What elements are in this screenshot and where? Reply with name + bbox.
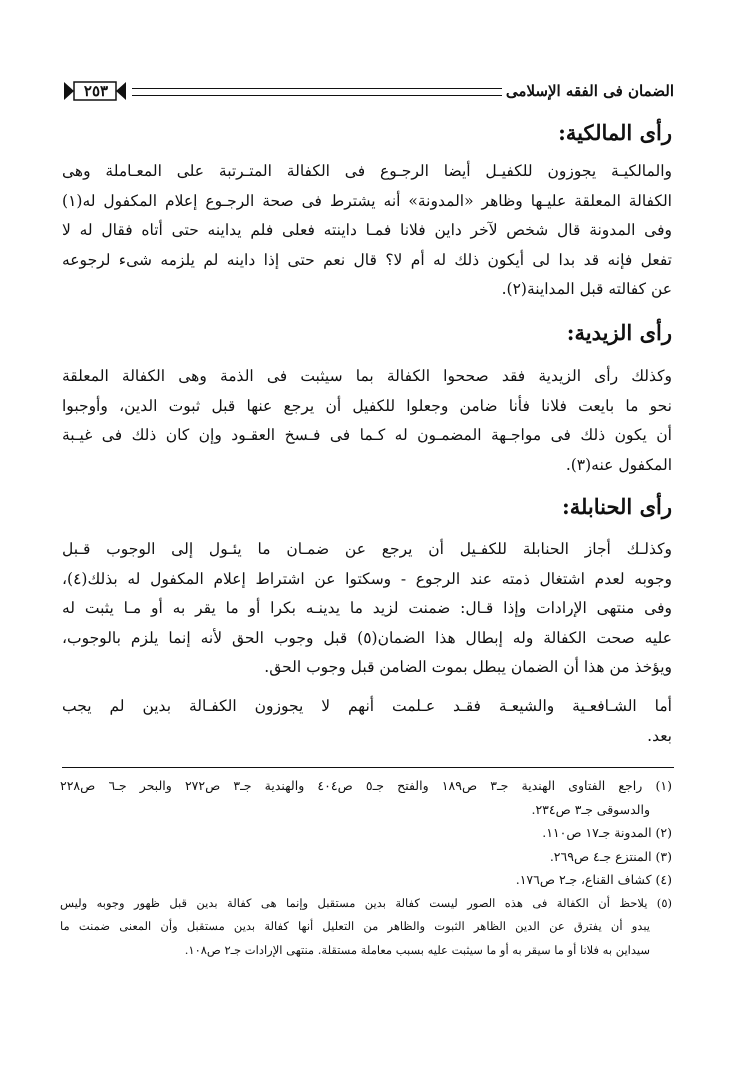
text-line: وفى منتهى الإرادات وإذا قـال: ضمنت لزيد ما يدينـه بكرا أو ما يقر به أو مـا يثبت له	[62, 599, 672, 617]
footnote-1-continued: والدسوقى جـ٣ ص٢٣٤.	[531, 801, 650, 817]
section-heading-malikiyya: رأى المالكية:	[558, 120, 672, 145]
page-number: ٢٥٣	[83, 82, 109, 100]
text-line: بعد.	[647, 726, 672, 745]
section-heading-zaydiyya: رأى الزيدية:	[566, 320, 672, 345]
running-head	[62, 80, 674, 104]
text-line: الكفالة المعلقة عليـها وظاهر «المدونة» أنه يشترط فى صحة الرجـوع إعلام المكفول له(١)	[62, 191, 672, 210]
text-line: المكفول عنه(٣).	[565, 455, 672, 474]
text-line: أما الشـافعـية والشيعـة فقـد عـلمت أنهم لا يجوزون الكفـالة بدين لم يجب	[62, 697, 672, 715]
text-line: تفعل فإنه قد بدا لى أيكون ذلك له أم لا؟ قال نعم حتى إذا داينه لم يلزمه شىء لرجوعه	[62, 250, 672, 269]
footnote-5: (٥) يلاحظ أن الكفالة فى هذه الصور ليست كفالة بدين مستقبل وإنما هى كفالة بدين قبل ظهور وجوبه وليس	[60, 895, 672, 910]
closing-paragraph	[62, 692, 672, 751]
footnotes	[60, 774, 672, 962]
text-line: والمالكيـة يجوزون للكفيـل أيضا الرجـوع فى الكفالة المتـرتبة على المعـاملة وهى	[62, 162, 672, 180]
text-line: عليه صحت الكفالة وله إبطال هذا الضمان(٥) قبل وجوب الحق لأنه إنما يلزم بالوجوب،	[62, 628, 672, 647]
text-line: وجوبه لعدم اشتغال ذمته عند الرجوع - وسكتوا عن اشتراط إعلام المكفول له بذلك(٤)،	[62, 569, 672, 588]
footnote-1: (١) راجع الفتاوى الهندية جـ٣ ص١٨٩ والفتح جـ٥ ص٤٠٤ والهندية جـ٣ ص٢٧٢ والبحر جـ٦ ص٢٢٨	[60, 778, 672, 793]
text-line: وفى المدونة قال شخص لآخر داين فلانا فمـا داينته فعلى فلم يداينه حتى أتاه فقال له لا	[62, 221, 672, 239]
section-paragraph-zaydiyya	[62, 362, 672, 480]
page-number-ornament	[62, 80, 128, 102]
text-line: أن يكون ذلك فى مواجـهة المضمـون له كـما فى فـسخ العقـود وإن كان ذلك فى غيـبة	[62, 426, 672, 444]
text-line: وكذلك رأى الزيدية فقد صححوا الكفالة بما سيثبت فى الذمة وهى الكفالة المعلقة	[62, 367, 672, 385]
running-head-rule	[132, 88, 502, 96]
footnote-4: (٤) كشاف القناع، جـ٢ ص١٧٦.	[515, 872, 672, 887]
footnote-3: (٣) المنتزع جـ٤ ص٢٦٩.	[549, 848, 672, 864]
text-line: وكذلـك أجاز الحنابلة للكفـيل أن يرجع عن ضمـان ما يئـول إلى الوجوب قـبل	[62, 540, 672, 558]
text-line: عن كفالته قبل المداينة(٢).	[501, 280, 672, 298]
text-line: نحو ما بايعت فلانا فأنا ضامن وجعلوا للكفيل أن يرجع عنها قبل ثبوت الدين، وأوجبوا	[62, 396, 672, 415]
running-head-title: الضمان فى الفقه الإسلامى	[505, 82, 674, 100]
section-paragraph-malikiyya	[62, 157, 672, 305]
footnote-5-continued: سيداين به فلانا أو ما سيقر به أو ما سيثبت عليه بسبب معاملة مستقلة. منتهى الإرادات جـ٢ ص١٠٨.	[184, 942, 650, 957]
footnote-2: (٢) المدونة جـ١٧ ص١١٠.	[542, 825, 672, 840]
text-line: ويؤخذ من هذا أن الضمان يبطل بموت الضامن قبل وجوب الحق.	[264, 658, 672, 676]
footnote-5-continued: يبدو أن يفترق عن الدين الظاهر الثبوت والظاهر من التعليل أنها كفالة بدين مستقبل وأن المعنى ضمنت ما	[60, 919, 650, 933]
section-paragraph-hanabila	[62, 535, 672, 683]
footnote-separator	[62, 767, 674, 768]
section-heading-hanabila: رأى الحنابلة:	[561, 494, 672, 519]
